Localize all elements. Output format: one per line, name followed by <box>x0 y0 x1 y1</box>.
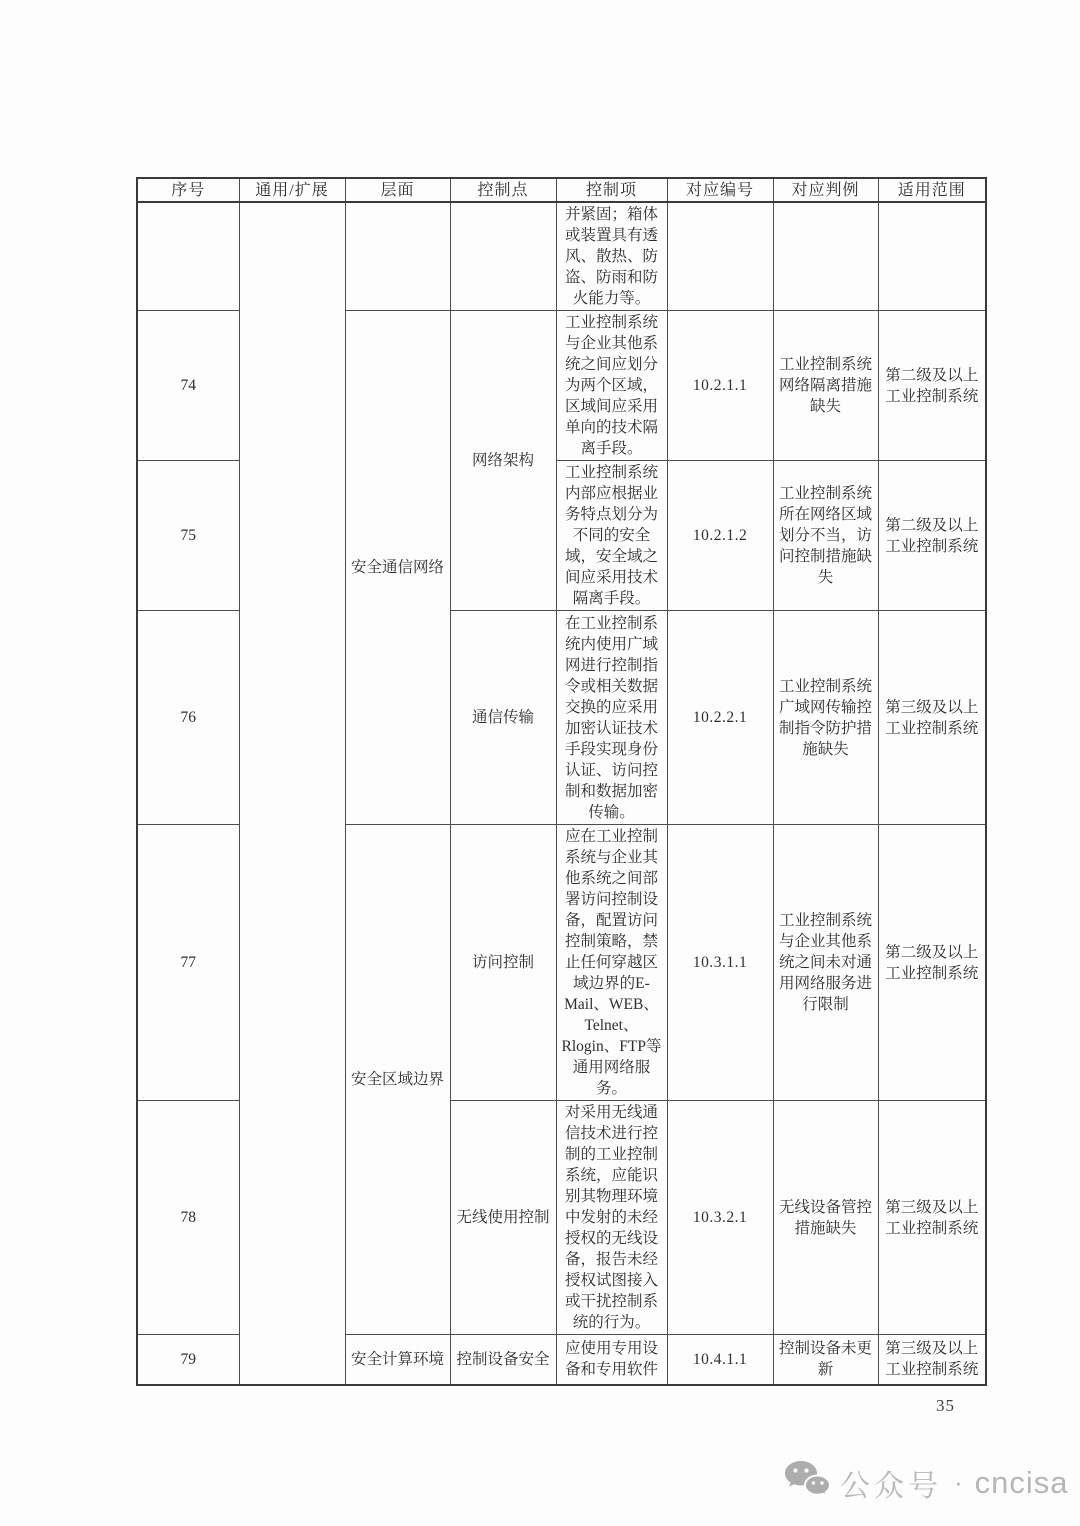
row-79-ref-code: 10.4.1.1 <box>667 1335 773 1385</box>
header-ref-case: 对应判例 <box>773 178 878 202</box>
row-continuation-control-item: 并紧固；箱体或装置具有透风、散热、防盗、防雨和防火能力等。 <box>556 202 667 311</box>
row-78-ref-case: 无线设备管控措施缺失 <box>773 1101 878 1335</box>
row-76-seq: 76 <box>137 611 239 825</box>
row-76-scope: 第三级及以上工业控制系统 <box>878 611 986 825</box>
row-79-seq: 79 <box>137 1335 239 1385</box>
layer-secure-communication-network: 安全通信网络 <box>345 311 450 825</box>
row-77-ref-case: 工业控制系统与企业其他系统之间未对通用网络服务进行限制 <box>773 825 878 1101</box>
table-header-row <box>137 178 986 202</box>
row-78-control-item: 对采用无线通信技术进行控制的工业控制系统，应能识别其物理环境中发射的未经授权的无线设备，报告未经授权试图接入或干扰控制系统的行为。 <box>556 1101 667 1335</box>
point-control-device-security: 控制设备安全 <box>450 1335 556 1385</box>
row-continuation-scope <box>878 202 986 311</box>
row-continuation-layer <box>345 202 450 311</box>
row-77-scope: 第二级及以上工业控制系统 <box>878 825 986 1101</box>
wechat-brand-watermark <box>784 1460 1069 1505</box>
row-77-control-item: 应在工业控制系统与企业其他系统之间部署访问控制设备，配置访问控制策略，禁止任何穿越区域边界的E-Mail、WEB、Telnet、Rlogin、FTP等通用网络服务。 <box>556 825 667 1101</box>
row-78-seq: 78 <box>137 1101 239 1335</box>
row-continuation-ref-case <box>773 202 878 311</box>
row-75-ref-code: 10.2.1.2 <box>667 461 773 611</box>
point-network-architecture: 网络架构 <box>450 311 556 611</box>
row-77-ref-code: 10.3.1.1 <box>667 825 773 1101</box>
row-79-ref-case: 控制设备未更新 <box>773 1335 878 1385</box>
row-74-seq: 74 <box>137 311 239 461</box>
row-75-control-item: 工业控制系统内部应根据业务特点划分为不同的安全域，安全域之间应采用技术隔离手段。 <box>556 461 667 611</box>
row-75-ref-case: 工业控制系统所在网络区域划分不当，访问控制措施缺失 <box>773 461 878 611</box>
row-78-ref-code: 10.3.2.1 <box>667 1101 773 1335</box>
header-control-item: 控制项 <box>556 178 667 202</box>
row-79-scope: 第三级及以上工业控制系统 <box>878 1335 986 1385</box>
wechat-brand-name: cncisa <box>974 1464 1069 1500</box>
row-continuation-point <box>450 202 556 311</box>
header-control-point: 控制点 <box>450 178 556 202</box>
row-74-ref-case: 工业控制系统网络隔离措施缺失 <box>773 311 878 461</box>
row-79-control-item: 应使用专用设备和专用软件 <box>556 1335 667 1385</box>
row-76-ref-code: 10.2.2.1 <box>667 611 773 825</box>
point-communication-transmission: 通信传输 <box>450 611 556 825</box>
row-76-ref-case: 工业控制系统广域网传输控制指令防护措施缺失 <box>773 611 878 825</box>
wechat-icon <box>784 1460 830 1505</box>
layer-secure-area-boundary: 安全区域边界 <box>345 825 450 1335</box>
row-78-scope: 第三级及以上工业控制系统 <box>878 1101 986 1335</box>
brand-separator-dot: · <box>954 1467 963 1497</box>
page-number: 35 <box>936 1396 955 1415</box>
layer-secure-computing-environment: 安全计算环境 <box>345 1335 450 1385</box>
row-74-scope: 第二级及以上工业控制系统 <box>878 311 986 461</box>
row-74-ref-code: 10.2.1.1 <box>667 311 773 461</box>
point-access-control: 访问控制 <box>450 825 556 1101</box>
header-scope: 适用范围 <box>878 178 986 202</box>
point-wireless-use-control: 无线使用控制 <box>450 1101 556 1335</box>
general-extension-merged-cell <box>239 202 345 1385</box>
control-spec-table <box>136 177 987 1386</box>
header-seq: 序号 <box>137 178 239 202</box>
wechat-brand-prefix: 公众号 <box>840 1469 942 1503</box>
row-continuation-ref-code <box>667 202 773 311</box>
row-75-seq: 75 <box>137 461 239 611</box>
row-76-control-item: 在工业控制系统内使用广域网进行控制指令或相关数据交换的应采用加密认证技术手段实现身份认证、访问控制和数据加密传输。 <box>556 611 667 825</box>
header-ref-code: 对应编号 <box>667 178 773 202</box>
header-general-extension: 通用/扩展 <box>239 178 345 202</box>
row-continuation-seq <box>137 202 239 311</box>
row-74-control-item: 工业控制系统与企业其他系统之间应划分为两个区域，区域间应采用单向的技术隔离手段。 <box>556 311 667 461</box>
row-75-scope: 第二级及以上工业控制系统 <box>878 461 986 611</box>
row-continuation <box>137 202 986 311</box>
row-77-seq: 77 <box>137 825 239 1101</box>
header-layer: 层面 <box>345 178 450 202</box>
